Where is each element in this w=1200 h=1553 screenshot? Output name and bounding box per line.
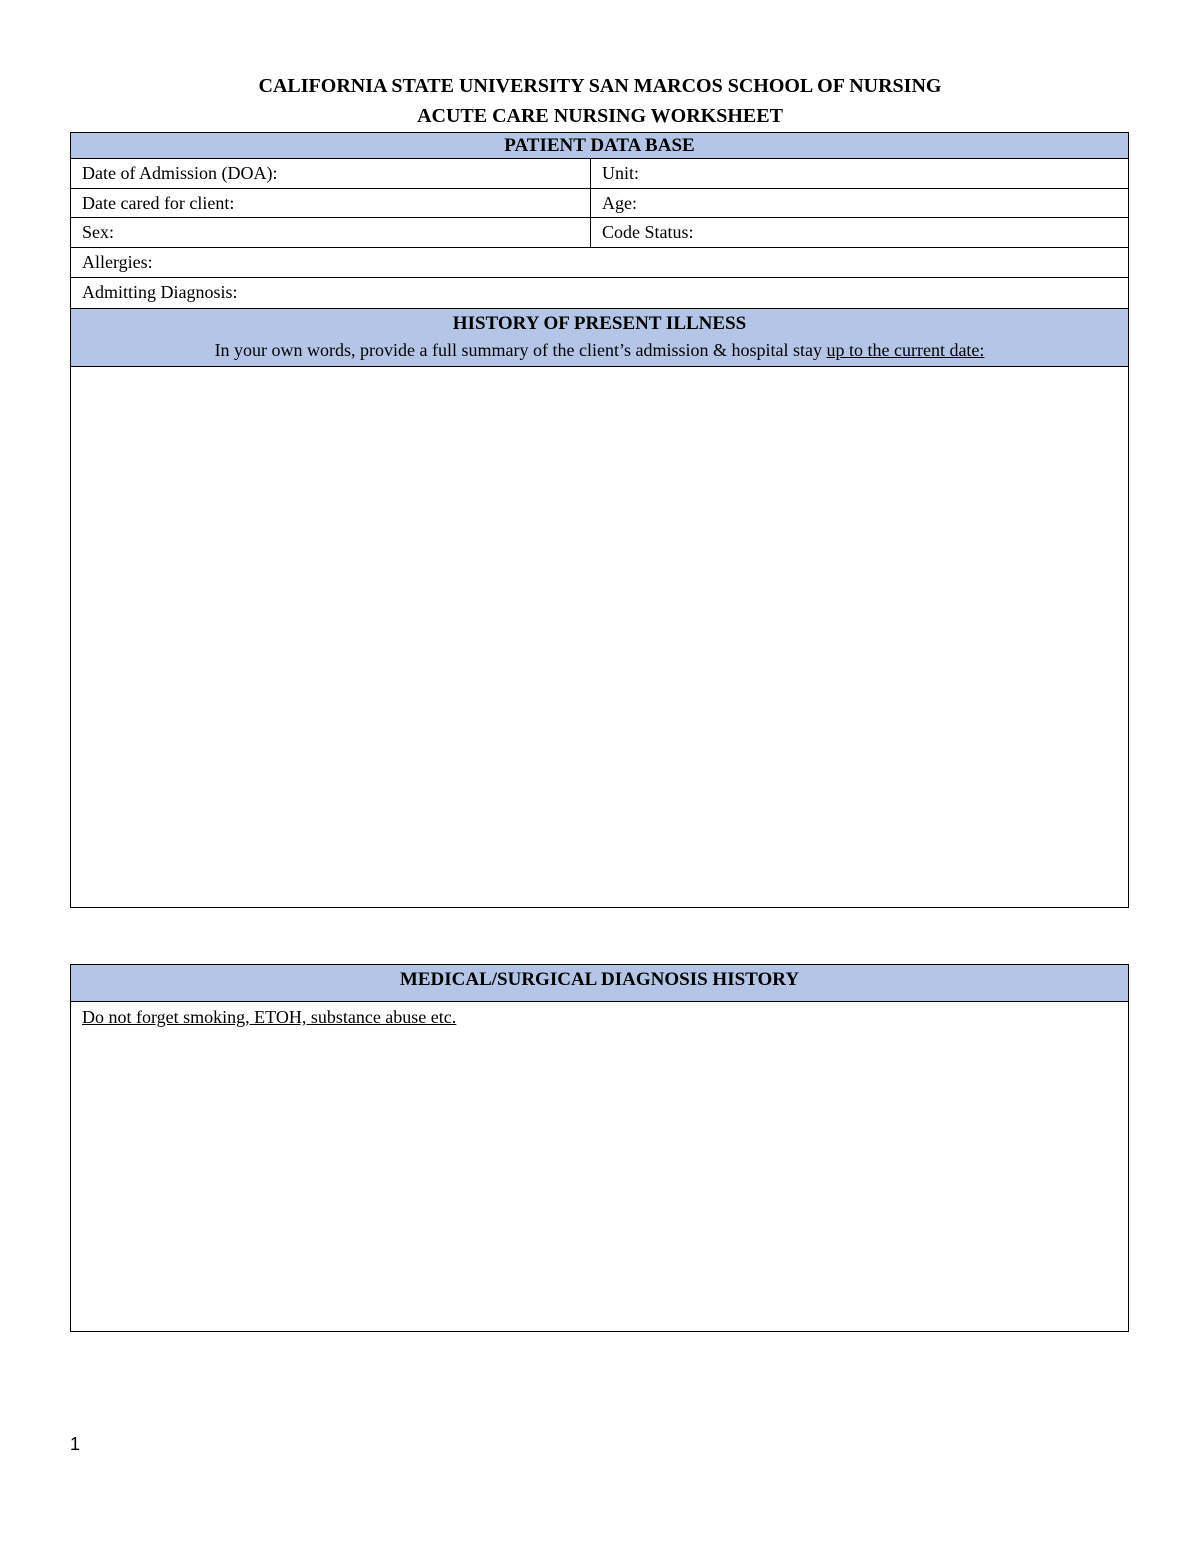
medical-history-header: MEDICAL/SURGICAL DIAGNOSIS HISTORY bbox=[71, 965, 1128, 1002]
hpi-entry-area[interactable] bbox=[71, 367, 1128, 907]
medical-history-note: Do not forget smoking, ETOH, substance abuse etc. bbox=[82, 1007, 457, 1027]
date-of-admission-field[interactable]: Date of Admission (DOA): bbox=[71, 159, 591, 188]
worksheet-title: ACUTE CARE NURSING WORKSHEET bbox=[417, 105, 783, 127]
sex-field[interactable]: Sex: bbox=[71, 218, 591, 247]
hpi-title: HISTORY OF PRESENT ILLNESS bbox=[452, 313, 747, 334]
unit-field[interactable]: Unit: bbox=[602, 163, 640, 183]
table-row bbox=[71, 248, 1128, 278]
date-cared-field[interactable]: Date cared for client: bbox=[71, 189, 591, 217]
medical-history-entry-area[interactable] bbox=[71, 1002, 1128, 1331]
hpi-header bbox=[71, 309, 1128, 367]
patient-data-header: PATIENT DATA BASE bbox=[71, 133, 1128, 159]
code-status-field[interactable]: Code Status: bbox=[602, 222, 694, 242]
admitting-diagnosis-field[interactable]: Admitting Diagnosis: bbox=[82, 282, 238, 302]
hpi-instruction-underlined: up to the current date: bbox=[826, 340, 985, 360]
patient-data-table bbox=[70, 132, 1129, 908]
table-row bbox=[71, 218, 1128, 248]
medical-history-table bbox=[70, 964, 1129, 1332]
school-title: CALIFORNIA STATE UNIVERSITY SAN MARCOS SCHOOL OF NURSING bbox=[258, 75, 942, 97]
age-field[interactable]: Age: bbox=[602, 193, 637, 213]
hpi-instruction: In your own words, provide a full summary of the client’s admission & hospital stay up to the current date: bbox=[214, 340, 985, 360]
page-number: 1 bbox=[70, 1434, 81, 1454]
table-row bbox=[71, 189, 1128, 218]
table-row bbox=[71, 278, 1128, 309]
allergies-field[interactable]: Allergies: bbox=[82, 252, 153, 272]
table-row bbox=[71, 159, 1128, 189]
